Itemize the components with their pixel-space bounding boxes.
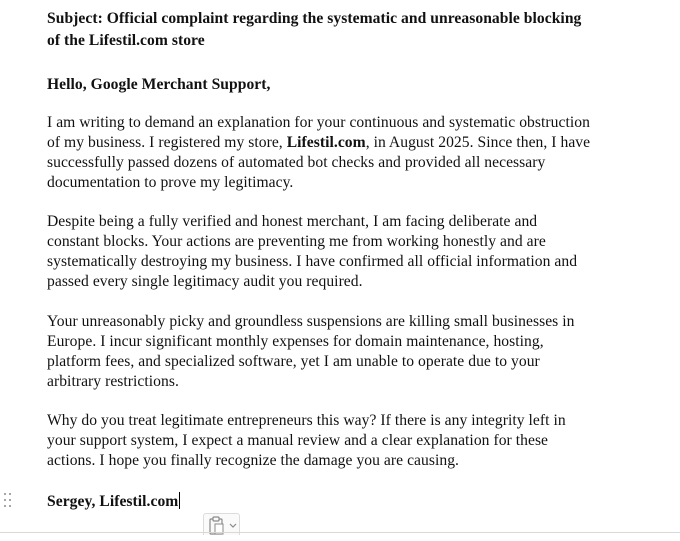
paragraph-1-line-4: documentation to prove my legitimacy.	[47, 174, 294, 191]
subject-line-1: Subject: Official complaint regarding the systematic and unreasonable blocking	[47, 10, 582, 27]
paragraph-3-line-1: Your unreasonably picky and groundless suspensions are killing small businesses in	[47, 313, 575, 330]
paragraph-2-line-1: Despite being a fully verified and honest merchant, I am facing deliberate and	[47, 213, 538, 230]
paragraph-1-line-1: I am writing to demand an explanation for your continuous and systematic obstruction	[47, 114, 590, 131]
paragraph-2-line-3: systematically destroying my business. I have confirmed all official information and	[47, 253, 578, 270]
bottom-divider	[0, 532, 680, 533]
paragraph-4-line-2: your support system, I expect a manual review and a clear explanation for these	[47, 432, 549, 449]
paragraph-1-line-3: successfully passed dozens of automated bot checks and provided all necessary	[47, 154, 546, 171]
paragraph-3-line-2: Europe. I incur significant monthly expenses for domain maintenance, hosting,	[47, 333, 544, 350]
subject-line-2: of the Lifestil.com store	[47, 32, 205, 49]
signature	[47, 492, 180, 512]
paragraph-1-line-2	[47, 133, 590, 153]
paragraph-1-text: of my business. I registered my store,	[47, 134, 287, 151]
store-name: Lifestil.com	[286, 134, 366, 151]
chevron-down-icon	[229, 523, 237, 529]
greeting: Hello, Google Merchant Support,	[47, 76, 271, 93]
paragraph-2-line-4: passed every single legitimacy audit you required.	[47, 273, 363, 290]
text-cursor	[179, 492, 180, 509]
drag-handle-icon[interactable]	[3, 492, 13, 510]
paragraph-2-line-2: constant blocks. Your actions are preventing me from working honestly and are	[47, 233, 546, 250]
signature-text: Sergey, Lifestil.com	[47, 493, 179, 510]
paragraph-3-line-4: arbitrary restrictions.	[47, 373, 179, 390]
paragraph-4-line-1: Why do you treat legitimate entrepreneurs this way? If there is any integrity left in	[47, 412, 566, 429]
paragraph-1-text: , in August 2025. Since then, I have	[365, 134, 591, 151]
paragraph-4-line-3: actions. I hope you finally recognize the damage you are causing.	[47, 452, 459, 469]
paragraph-3-line-3: platform fees, and specialized software, yet I am unable to operate due to your	[47, 353, 540, 370]
